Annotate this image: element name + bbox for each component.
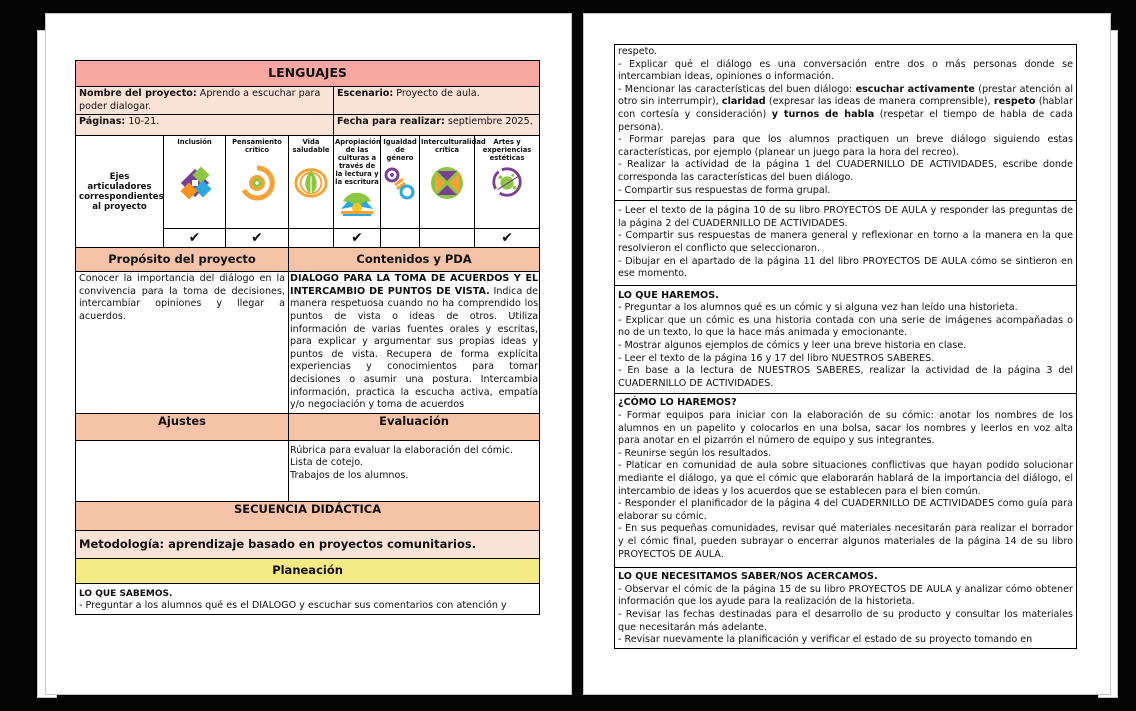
axis-name: Apropiación de las culturas a través de la lectura y la escritura bbox=[335, 138, 381, 187]
evaluation-item: Rúbrica para evaluar la elaboración del cómic. bbox=[290, 444, 514, 456]
list-item: - Leer el texto de la página 10 de su libro PROYECTOS DE AULA y responder las preguntas de la página 2 del CUADERNILLO DE ACTIVIDADES. bbox=[618, 205, 1073, 229]
axis-inclusion bbox=[164, 136, 226, 229]
list-item: - Compartir sus respuestas de forma grupal. bbox=[618, 184, 831, 196]
contents-text: Indica de manera respetuosa cuando no ha comprendido los puntos de vista o ideas de otros. Utiliza información de varias fuentes orales y escritas, para explicar y argumentar sus propias ideas y puntos de vista. Recupera de forma explícita experiencias y conocimientos para tomar decisiones o asumir una postura. Intercambia información, practica la escucha activa, empatía y/o negociación y toma de acuerdos bbox=[290, 285, 539, 411]
lo-que-sabemos-cell bbox=[76, 583, 540, 614]
axis-critical-thinking bbox=[226, 136, 289, 229]
evaluation-cell bbox=[289, 440, 540, 501]
interculturality-icon bbox=[429, 165, 465, 201]
critical-thinking-icon bbox=[239, 165, 275, 201]
axis-interculturality bbox=[420, 136, 486, 229]
adjustments-text bbox=[76, 440, 289, 501]
section-title: ¿CÓMO LO HAREMOS? bbox=[618, 397, 737, 409]
section-title: LO QUE HAREMOS. bbox=[618, 289, 719, 301]
contents-header: Contenidos y PDA bbox=[289, 248, 540, 272]
gender-equality-icon bbox=[383, 165, 417, 201]
date: septiembre 2025. bbox=[447, 116, 533, 128]
purpose-header: Propósito del proyecto bbox=[76, 248, 289, 272]
axis-check: ✔ bbox=[164, 229, 226, 248]
axis-healthy-life bbox=[289, 136, 334, 229]
axes-label: Ejes articuladores correspondientes al proyecto bbox=[76, 136, 164, 248]
planning-header: Planeación bbox=[76, 558, 540, 583]
list-item: - Formar parejas para que los alumnos practiquen un breve diálogo siguiendo estas características, por ejemplo (planear un juego para la hora del recreo). bbox=[618, 134, 1073, 158]
methodology: Metodología: aprendizaje basado en proyectos comunitarios. bbox=[76, 530, 540, 558]
scenario-cell bbox=[334, 87, 540, 115]
section-como-lo-haremos bbox=[614, 394, 1077, 568]
list-item: - Observar el cómic de la página 15 de su libro PROYECTOS DE AULA y analizar cómo obtener información que los ayude para la realización de la historieta. bbox=[618, 583, 1073, 608]
list-item: - Explicar que un cómic es una historia contada con una serie de imágenes acompañadas o no de un texto, lo que la hace más animada y emocionante. bbox=[618, 314, 1073, 339]
pages-cell bbox=[76, 115, 334, 136]
list-item: - En sus pequeñas comunidades, revisar qué materiales necesitarán para realizar el borrador y el cómic final, pueden subrayar o encerrar algunos materiales de la página 14 de su libro PROYECTOS DE AULA. bbox=[618, 523, 1073, 560]
lo-que-sabemos-item: - Preguntar a los alumnos qué es el DIÁLOGO y escuchar sus comentarios con atención y bbox=[79, 600, 507, 612]
lo-que-sabemos-title: LO QUE SABEMOS. bbox=[79, 588, 173, 599]
list-item: - Explicar qué el diálogo es una conversación entre dos o más personas donde se intercambian ideas, opiniones o información. bbox=[618, 58, 1073, 83]
project-name-label: Nombre del proyecto: bbox=[79, 88, 197, 99]
purpose-text: Conocer la importancia del diálogo en la convivencia para la toma de decisiones, intercambiar opiniones y llegar a acuerdos. bbox=[76, 272, 289, 414]
list-item: - Reunirse según los resultados. bbox=[618, 447, 772, 459]
contents-cell bbox=[289, 272, 540, 414]
evaluation-header: Evaluación bbox=[289, 413, 540, 440]
contents-title: DIALOGO PARA LA TOMA DE ACUERDOS Y EL INTERCAMBIO DE PUNTOS DE VISTA. bbox=[290, 273, 539, 297]
date-cell bbox=[334, 115, 540, 136]
axis-check: ✔ bbox=[475, 229, 540, 248]
scenario-label: Escenario: bbox=[337, 88, 394, 99]
section-title: LO QUE NECESITAMOS SABER/NOS ACERCAMOS. bbox=[618, 571, 878, 583]
axis-arts bbox=[475, 136, 540, 229]
section-lo-que-haremos bbox=[614, 286, 1077, 395]
list-item: - Revisar las fechas destinadas para el desarrollo de su producto y consultar los materiales que necesitarán más adelante. bbox=[618, 608, 1073, 633]
list-item: - Responder el planificador de la página 4 del CUADERNILLO DE ACTIVIDADES como guía para elaborar su cómic. bbox=[618, 498, 1073, 522]
list-item: - Platicar en comunidad de aula sobre situaciones conflictivas que hayan podido solucionar mediante el diálogo, ya que el cómic que elaborarán hablará de la importancia del diálogo, el intercambio de ideas y los acuerdos que se establecen para el bien común. bbox=[618, 460, 1073, 497]
list-item: - Preguntar a los alumnos qué es un cómic y si alguna vez han leído una historieta. bbox=[618, 302, 1018, 314]
axis-name: Artes y experiencias estéticas bbox=[482, 138, 532, 163]
pages: 10-21. bbox=[128, 116, 160, 128]
axis-name: Interculturalidad crítica bbox=[421, 138, 486, 155]
project-name-cell bbox=[76, 87, 334, 115]
list-item: - Dibujar en el apartado de la página 11 del libro PROYECTOS DE AULA cómo se sintieron en ese momento. bbox=[618, 255, 1073, 280]
axis-name: Igualdad de género bbox=[383, 138, 417, 163]
adjustments-header: Ajustes bbox=[76, 413, 289, 440]
section-reading bbox=[614, 201, 1077, 286]
healthy-life-icon bbox=[294, 165, 328, 199]
section-lo-que-necesitamos-saber bbox=[614, 568, 1077, 649]
scenario: Proyecto de aula. bbox=[396, 88, 480, 99]
list-item: - Leer el texto de la página 16 y 17 del libro NUESTROS SABERES. bbox=[618, 352, 935, 364]
arts-icon bbox=[490, 165, 524, 199]
inclusion-icon bbox=[177, 165, 213, 201]
list-item: - Realizar la actividad de la página 1 del CUADERNILLO DE ACTIVIDADES, escribe donde corresponda las características del buen diálogo. bbox=[618, 159, 1073, 183]
axis-name: Inclusión bbox=[177, 138, 212, 147]
axis-check bbox=[289, 229, 334, 248]
planning-continuation bbox=[614, 44, 1077, 649]
sequence-header: SECUENCIA DIDÁCTICA bbox=[76, 501, 540, 530]
axis-check: ✔ bbox=[226, 229, 289, 248]
reading-writing-icon bbox=[339, 189, 375, 217]
list-item: - Mencionar las características del buen diálogo: escuchar activamente (prestar atención al otro sin interrumpir), claridad (expresar las ideas de manera comprensible), respeto (hablar con cortesía y consideración) y turnos de habla (respetar el tiempo de habla de cada persona). bbox=[618, 83, 1073, 133]
list-item: - Compartir sus respuestas de manera general y reflexionar en torno a la manera en la que resolvieron el conflicto que seleccionaron. bbox=[618, 230, 1073, 254]
list-item: respeto. bbox=[618, 46, 658, 57]
evaluation-item: Lista de cotejo. bbox=[290, 457, 363, 469]
evaluation-item: Trabajos de los alumnos. bbox=[290, 469, 409, 481]
list-item: - Formar equipos para iniciar con la elaboración de su cómic: anotar los nombres de los alumnos en un papelito y colocarlos en una bolsa, sacar los nombres y leerlos en voz alta para anotar en el pizarrón el número de equipo y sus integrantes. bbox=[618, 410, 1073, 447]
planning-table bbox=[75, 60, 540, 615]
axis-check bbox=[381, 229, 420, 248]
axis-check: ✔ bbox=[334, 229, 381, 248]
subject-title: LENGUAJES bbox=[76, 61, 540, 87]
axis-check bbox=[420, 229, 475, 248]
axis-gender-equality bbox=[381, 136, 420, 229]
section-lo-que-sabemos-cont bbox=[614, 44, 1077, 201]
axis-reading-writing bbox=[334, 136, 381, 229]
date-label: Fecha para realizar: bbox=[337, 116, 445, 128]
list-item: - Mostrar algunos ejemplos de cómics y leer una breve historia en clase. bbox=[618, 340, 967, 352]
list-item: - Revisar nuevamente la planificación y verificar el estado de su proyecto tomando en bbox=[618, 634, 1033, 646]
list-item: - En base a la lectura de NUESTROS SABERES, realizar la actividad de la página 3 del CUADERNILLO DE ACTIVIDADES. bbox=[618, 365, 1073, 389]
axis-name: Vida saludable bbox=[292, 138, 330, 155]
project-name: Aprendo a escuchar para poder dialogar. bbox=[79, 88, 321, 112]
pages-label: Páginas: bbox=[79, 116, 126, 128]
axis-name: Pensamiento crítico bbox=[232, 138, 282, 155]
